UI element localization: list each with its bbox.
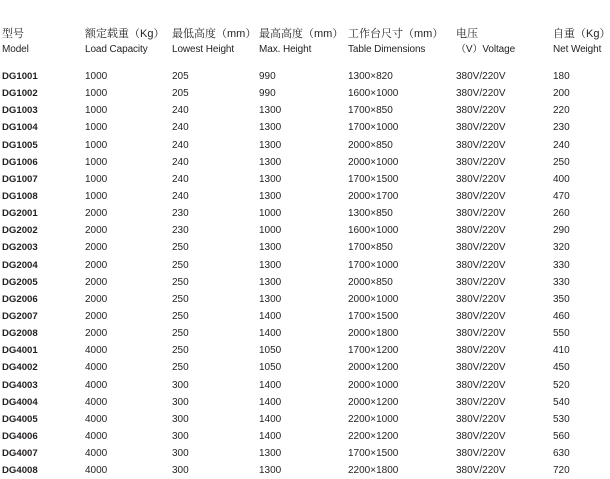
max-height-cell: 1400	[259, 430, 282, 442]
table-row	[0, 325, 600, 342]
model-cell: DG1003	[2, 105, 38, 117]
model-cell: DG1008	[2, 190, 38, 202]
load-capacity-cell: 1000	[85, 156, 108, 168]
table-row	[0, 342, 600, 359]
table-row	[0, 377, 600, 394]
load-capacity-cell: 2000	[85, 225, 108, 237]
voltage-cell: 380V/220V	[456, 276, 506, 288]
voltage-cell: 380V/220V	[456, 310, 506, 322]
model-cell: DG2002	[2, 225, 38, 237]
table-dimensions-cell: 2000×1800	[348, 328, 399, 340]
net-weight-cell: 540	[553, 396, 570, 408]
model-cell: DG1004	[2, 122, 38, 134]
net-weight-cell: 220	[553, 105, 570, 117]
load-capacity-cell: 4000	[85, 345, 108, 357]
net-weight-cell: 330	[553, 259, 570, 271]
load-capacity-cell: 2000	[85, 208, 108, 220]
max-height-cell: 990	[259, 88, 276, 100]
max-height-cell: 1400	[259, 310, 282, 322]
model-cell: DG2001	[2, 208, 38, 220]
voltage-cell: 380V/220V	[456, 379, 506, 391]
table-dimensions-cell: 2000×850	[348, 276, 393, 288]
load-capacity-cell: 2000	[85, 242, 108, 254]
max-height-cell: 1300	[259, 190, 282, 202]
lowest-height-cell: 300	[172, 448, 189, 460]
model-cell: DG2007	[2, 310, 38, 322]
voltage-cell: 380V/220V	[456, 396, 506, 408]
net-weight-cell: 400	[553, 173, 570, 185]
table-dimensions-cell: 1700×1500	[348, 173, 399, 185]
table-row	[0, 239, 600, 256]
net-weight-cell: 560	[553, 430, 570, 442]
lowest-height-cell: 240	[172, 139, 189, 151]
net-weight-cell: 410	[553, 345, 570, 357]
lowest-height-cell: 250	[172, 293, 189, 305]
table-row	[0, 291, 600, 308]
model-cell: DG4008	[2, 465, 38, 477]
table-dimensions-cell: 1300×820	[348, 71, 393, 82]
table-row	[0, 462, 600, 479]
voltage-cell: 380V/220V	[456, 105, 506, 117]
load-capacity-cell: 2000	[85, 310, 108, 322]
lowest-height-cell: 240	[172, 173, 189, 185]
table-row	[0, 119, 600, 136]
net-weight-cell: 240	[553, 139, 570, 151]
max-height-cell: 1300	[259, 122, 282, 134]
voltage-cell: 380V/220V	[456, 413, 506, 425]
lowest-height-cell: 250	[172, 276, 189, 288]
model-cell: DG1006	[2, 156, 38, 168]
table-dimensions-cell: 2000×1000	[348, 293, 399, 305]
lowest-height-cell: 300	[172, 379, 189, 391]
table-dimensions-cell: 2000×850	[348, 139, 393, 151]
load-capacity-cell: 2000	[85, 276, 108, 288]
model-cell: DG4003	[2, 379, 38, 391]
table-dimensions-cell: 1600×1000	[348, 88, 399, 100]
net-weight-cell: 290	[553, 225, 570, 237]
model-cell: DG4007	[2, 448, 38, 460]
model-cell: DG2008	[2, 328, 38, 340]
max-height-cell: 1400	[259, 413, 282, 425]
table-row	[0, 359, 600, 376]
net-weight-cell: 450	[553, 362, 570, 374]
table-dimensions-cell: 1700×1000	[348, 122, 399, 134]
load-capacity-cell: 2000	[85, 293, 108, 305]
voltage-cell: 380V/220V	[456, 345, 506, 357]
load-capacity-cell: 4000	[85, 379, 108, 391]
table-row	[0, 171, 600, 188]
voltage-cell: 380V/220V	[456, 328, 506, 340]
max-height-cell: 1400	[259, 328, 282, 340]
spec-table-body	[0, 68, 600, 479]
net-weight-cell: 630	[553, 448, 570, 460]
voltage-cell: 380V/220V	[456, 139, 506, 151]
model-cell: DG4001	[2, 345, 38, 357]
max-height-cell: 1050	[259, 345, 282, 357]
lowest-height-cell: 205	[172, 71, 189, 82]
voltage-cell: 380V/220V	[456, 122, 506, 134]
table-dimensions-cell: 1300×850	[348, 208, 393, 220]
load-capacity-cell: 1000	[85, 105, 108, 117]
net-weight-cell: 200	[553, 88, 570, 100]
table-dimensions-cell: 2200×1200	[348, 430, 399, 442]
model-cell: DG4002	[2, 362, 38, 374]
table-row	[0, 428, 600, 445]
table-dimensions-cell: 1700×1000	[348, 259, 399, 271]
table-dimensions-cell: 1700×1500	[348, 310, 399, 322]
load-capacity-cell: 4000	[85, 465, 108, 477]
table-row	[0, 445, 600, 462]
max-height-cell: 1300	[259, 259, 282, 271]
lowest-height-cell: 300	[172, 396, 189, 408]
table-dimensions-cell: 1700×850	[348, 105, 393, 117]
voltage-cell: 380V/220V	[456, 293, 506, 305]
table-dimensions-cell: 2000×1200	[348, 362, 399, 374]
header-table-dimensions	[348, 0, 443, 57]
load-capacity-cell: 1000	[85, 190, 108, 202]
header-model	[2, 0, 29, 57]
table-dimensions-cell: 1700×1500	[348, 448, 399, 460]
voltage-cell: 380V/220V	[456, 448, 506, 460]
table-row	[0, 102, 600, 119]
table-row	[0, 205, 600, 222]
header-label-en: Model	[2, 44, 29, 55]
voltage-cell: 380V/220V	[456, 156, 506, 168]
voltage-cell: 380V/220V	[456, 242, 506, 254]
max-height-cell: 1300	[259, 276, 282, 288]
voltage-cell: 380V/220V	[456, 208, 506, 220]
model-cell: DG4005	[2, 413, 38, 425]
model-cell: DG2006	[2, 293, 38, 305]
voltage-cell: 380V/220V	[456, 362, 506, 374]
load-capacity-cell: 1000	[85, 139, 108, 151]
voltage-cell: 380V/220V	[456, 71, 506, 82]
max-height-cell: 1300	[259, 173, 282, 185]
header-label-en: Net Weight	[553, 44, 602, 55]
table-row	[0, 85, 600, 102]
table-dimensions-cell: 1700×1200	[348, 345, 399, 357]
net-weight-cell: 520	[553, 379, 570, 391]
load-capacity-cell: 4000	[85, 448, 108, 460]
lowest-height-cell: 240	[172, 105, 189, 117]
load-capacity-cell: 1000	[85, 88, 108, 100]
table-row	[0, 411, 600, 428]
max-height-cell: 1000	[259, 208, 282, 220]
table-dimensions-cell: 1700×850	[348, 242, 393, 254]
net-weight-cell: 530	[553, 413, 570, 425]
model-cell: DG1007	[2, 173, 38, 185]
model-cell: DG1001	[2, 71, 38, 82]
max-height-cell: 1300	[259, 105, 282, 117]
table-row	[0, 257, 600, 274]
max-height-cell: 1400	[259, 379, 282, 391]
lowest-height-cell: 300	[172, 465, 189, 477]
table-row	[0, 137, 600, 154]
load-capacity-cell: 4000	[85, 396, 108, 408]
load-capacity-cell: 1000	[85, 122, 108, 134]
load-capacity-cell: 2000	[85, 259, 108, 271]
header-load-capacity	[85, 0, 164, 57]
header-max-height	[259, 0, 343, 57]
table-row	[0, 68, 600, 85]
header-net-weight	[553, 0, 610, 57]
lowest-height-cell: 230	[172, 208, 189, 220]
load-capacity-cell: 1000	[85, 173, 108, 185]
max-height-cell: 1300	[259, 293, 282, 305]
voltage-cell: 380V/220V	[456, 465, 506, 477]
net-weight-cell: 320	[553, 242, 570, 254]
model-cell: DG4006	[2, 430, 38, 442]
header-lowest-height	[172, 0, 256, 57]
header-label-zh: 自重（Kg）	[553, 28, 610, 40]
lowest-height-cell: 230	[172, 225, 189, 237]
lowest-height-cell: 250	[172, 310, 189, 322]
table-row	[0, 274, 600, 291]
table-row	[0, 308, 600, 325]
table-dimensions-cell: 2200×1000	[348, 413, 399, 425]
voltage-cell: 380V/220V	[456, 259, 506, 271]
load-capacity-cell: 2000	[85, 328, 108, 340]
net-weight-cell: 180	[553, 71, 570, 82]
net-weight-cell: 260	[553, 208, 570, 220]
header-label-zh: 电压	[456, 28, 478, 40]
net-weight-cell: 250	[553, 156, 570, 168]
net-weight-cell: 230	[553, 122, 570, 134]
header-label-en: Lowest Height	[172, 44, 235, 55]
voltage-cell: 380V/220V	[456, 190, 506, 202]
table-dimensions-cell: 2000×1000	[348, 156, 399, 168]
lowest-height-cell: 300	[172, 413, 189, 425]
net-weight-cell: 720	[553, 465, 570, 477]
table-row	[0, 394, 600, 411]
max-height-cell: 1300	[259, 242, 282, 254]
header-label-en: Table Dimensions	[348, 44, 426, 55]
table-dimensions-cell: 2200×1800	[348, 465, 399, 477]
lowest-height-cell: 250	[172, 362, 189, 374]
header-label-en: Load Capacity	[85, 44, 148, 55]
header-label-zh: 最低高度（mm）	[172, 28, 257, 40]
header-label-zh: 额定载重（Kg）	[85, 28, 165, 40]
header-label-zh: 最高高度（mm）	[259, 28, 344, 40]
header-label-en: （V）Voltage	[456, 44, 516, 55]
table-row	[0, 154, 600, 171]
lowest-height-cell: 240	[172, 156, 189, 168]
net-weight-cell: 350	[553, 293, 570, 305]
table-dimensions-cell: 2000×1700	[348, 190, 399, 202]
model-cell: DG1005	[2, 139, 38, 151]
lowest-height-cell: 300	[172, 430, 189, 442]
load-capacity-cell: 4000	[85, 430, 108, 442]
load-capacity-cell: 1000	[85, 71, 108, 82]
net-weight-cell: 330	[553, 276, 570, 288]
load-capacity-cell: 4000	[85, 413, 108, 425]
lowest-height-cell: 250	[172, 259, 189, 271]
model-cell: DG4004	[2, 396, 38, 408]
net-weight-cell: 460	[553, 310, 570, 322]
max-height-cell: 1300	[259, 465, 282, 477]
model-cell: DG2004	[2, 259, 38, 271]
header-label-zh: 型号	[2, 28, 24, 40]
model-cell: DG1002	[2, 88, 38, 100]
voltage-cell: 380V/220V	[456, 225, 506, 237]
lowest-height-cell: 250	[172, 345, 189, 357]
voltage-cell: 380V/220V	[456, 430, 506, 442]
table-row	[0, 188, 600, 205]
max-height-cell: 1050	[259, 362, 282, 374]
max-height-cell: 1300	[259, 156, 282, 168]
lowest-height-cell: 240	[172, 122, 189, 134]
voltage-cell: 380V/220V	[456, 173, 506, 185]
max-height-cell: 1400	[259, 396, 282, 408]
lowest-height-cell: 250	[172, 242, 189, 254]
load-capacity-cell: 4000	[85, 362, 108, 374]
model-cell: DG2005	[2, 276, 38, 288]
lowest-height-cell: 240	[172, 190, 189, 202]
voltage-cell: 380V/220V	[456, 88, 506, 100]
max-height-cell: 1300	[259, 139, 282, 151]
max-height-cell: 1000	[259, 225, 282, 237]
net-weight-cell: 470	[553, 190, 570, 202]
header-label-en: Max. Height	[259, 44, 312, 55]
table-header	[0, 0, 610, 62]
table-dimensions-cell: 2000×1200	[348, 396, 399, 408]
table-dimensions-cell: 1600×1000	[348, 225, 399, 237]
max-height-cell: 990	[259, 71, 276, 82]
table-dimensions-cell: 2000×1000	[348, 379, 399, 391]
table-row	[0, 222, 600, 239]
model-cell: DG2003	[2, 242, 38, 254]
net-weight-cell: 550	[553, 328, 570, 340]
header-label-zh: 工作台尺寸（mm）	[348, 28, 444, 40]
max-height-cell: 1300	[259, 448, 282, 460]
lowest-height-cell: 250	[172, 328, 189, 340]
lowest-height-cell: 205	[172, 88, 189, 100]
header-voltage	[456, 0, 515, 57]
